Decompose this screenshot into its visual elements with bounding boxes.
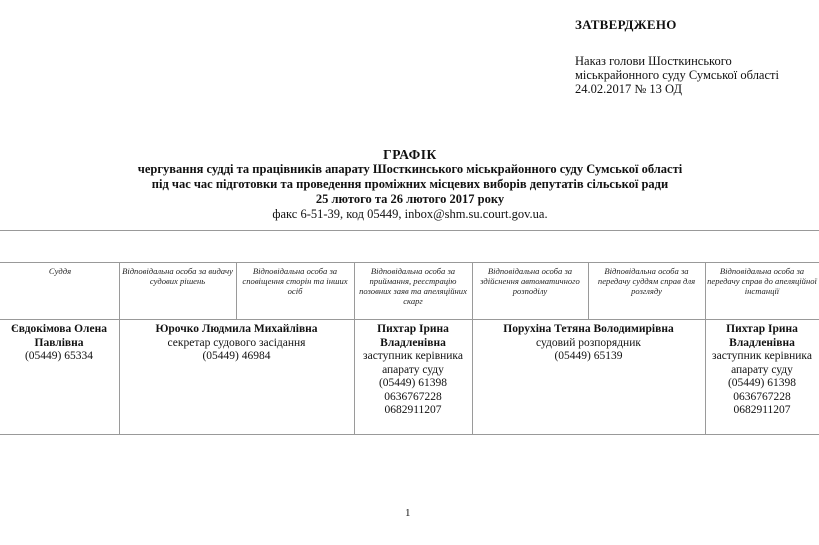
header-reception: Відповідальна особа за приймання, реєстрацію позовних заяв та апеляційних скарг — [359, 266, 467, 306]
person-name: Юрочко Людмила Михайлівна — [155, 323, 318, 335]
cell-secretary — [121, 323, 352, 364]
phone: (05449) 65334 — [24, 350, 94, 362]
schedule-title: ГРАФІК — [383, 147, 437, 162]
phone: (05449) 61398 — [727, 377, 797, 389]
approval-heading: ЗАТВЕРДЖЕНО — [575, 17, 677, 32]
position: заступник керівника апарату суду — [363, 350, 463, 376]
table-bottom-border — [0, 434, 819, 435]
title-line-1: чергування судді та працівників апарату Шосткинського міськрайонного суду Сумської області — [137, 162, 683, 176]
table-top-border — [0, 262, 819, 263]
page-number: 1 — [405, 507, 411, 519]
rule-top — [0, 230, 819, 231]
approval-line-3: 24.02.2017 № 13 ОД — [575, 82, 682, 96]
header-transfer-appeal: Відповідальна особа за передачу справ до апеляційної інстанції — [707, 266, 817, 296]
cell-deputy-head-appeal — [707, 323, 817, 418]
header-notification: Відповідальна особа за сповіщення сторін та інших осіб — [242, 266, 348, 296]
cell-court-officer — [474, 323, 703, 364]
body-divider — [705, 319, 706, 434]
cell-judge — [2, 323, 116, 364]
approval-line-2: міськрайонного суду Сумської області — [575, 68, 779, 82]
contact-line: факс 6-51-39, код 05449, inbox@shm.su.court.gov.ua. — [272, 207, 548, 221]
hdr-divider — [236, 262, 237, 319]
title-line-3: 25 лютого та 26 лютого 2017 року — [315, 192, 505, 206]
person-name: Пихтар Ірина Владленівна — [726, 323, 798, 349]
header-decisions: Відповідальна особа за видачу судових рішень — [122, 266, 233, 286]
position: заступник керівника апарату суду — [712, 350, 812, 376]
header-judge: Суддя — [48, 266, 72, 276]
phone: (05449) 65139 — [554, 350, 623, 362]
hdr-divider — [354, 262, 355, 319]
header-bottom-border — [0, 319, 819, 320]
cell-deputy-head — [356, 323, 470, 418]
approval-line-1: Наказ голови Шосткинського — [575, 54, 732, 68]
header-transfer-judges: Відповідальна особа за передачу суддям справ для розгляду — [597, 266, 696, 296]
person-name: Євдокімова Олена Павлівна — [11, 323, 107, 349]
hdr-divider — [472, 262, 473, 319]
body-divider — [472, 319, 473, 434]
phone: 0682911207 — [733, 404, 791, 416]
phone: 0636767228 — [384, 390, 442, 403]
position: секретар судового засідання — [167, 336, 306, 349]
phone: 0682911207 — [384, 404, 442, 416]
hdr-divider — [588, 262, 589, 319]
title-line-2: під час час підготовки та проведення проміжних місцевих виборів депутатів сільської ради — [151, 177, 669, 191]
body-divider — [354, 319, 355, 434]
approval-block — [575, 18, 815, 96]
phone: (05449) 61398 — [378, 377, 448, 389]
body-divider — [119, 319, 120, 434]
hdr-divider — [119, 262, 120, 319]
person-name: Пихтар Ірина Владленівна — [377, 323, 449, 349]
phone: 0636767228 — [733, 390, 791, 403]
position: судовий розпорядник — [536, 336, 641, 349]
schedule-title-block — [60, 147, 760, 222]
header-distribution: Відповідальна особа за здійснення автоматичного розподілу — [480, 266, 580, 296]
phone: (05449) 46984 — [202, 350, 271, 362]
hdr-divider — [705, 262, 706, 319]
person-name: Порухіна Тетяна Володимирівна — [503, 323, 674, 335]
